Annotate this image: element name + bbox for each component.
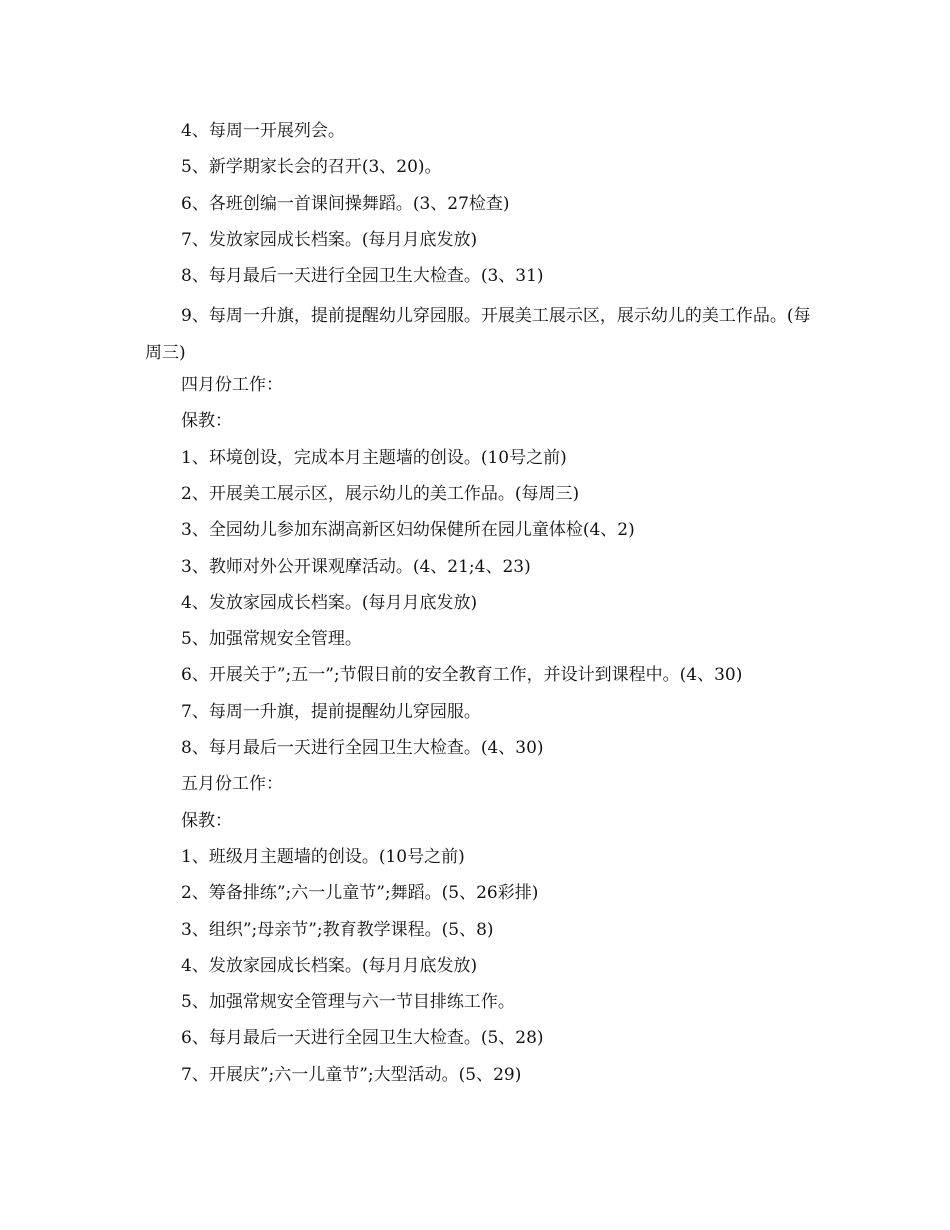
wrapped-paragraph: 9、每周一升旗，提前提醒幼儿穿园服。开展美工展示区，展示幼儿的美工作品。(每周三): [145, 306, 811, 363]
text-line: 5、加强常规安全管理。: [181, 629, 362, 650]
document-body: [145, 117, 815, 1097]
text-line: 3、组织”;母亲节”;教育教学课程。(5、8): [181, 919, 494, 940]
text-line: 1、环境创设，完成本月主题墙的创设。(10号之前): [181, 447, 567, 468]
section-heading: 五月份工作：: [181, 774, 283, 795]
text-line: 3、全园幼儿参加东湖高新区妇幼保健所在园儿童体检(4、2): [181, 520, 635, 541]
text-line: 8、每月最后一天进行全园卫生大检查。(3、31): [181, 266, 544, 287]
section-heading: 四月份工作：: [181, 375, 283, 396]
text-line: 7、发放家园成长档案。(每月月底发放): [181, 229, 478, 250]
text-line: 8、每月最后一天进行全园卫生大检查。(4、30): [181, 738, 544, 759]
text-line: 2、筹备排练”;六一儿童节”;舞蹈。(5、26彩排): [181, 883, 539, 904]
subsection-heading: 保教：: [181, 810, 232, 831]
text-line: 6、每月最后一天进行全园卫生大检查。(5、28): [181, 1028, 544, 1049]
text-line: 4、每周一开展列会。: [181, 121, 345, 141]
text-line: 6、各班创编一首课间操舞蹈。(3、27检查): [181, 193, 510, 214]
text-line: 5、新学期家长会的召开(3、20)。: [181, 157, 442, 178]
text-line: 5、加强常规安全管理与六一节目排练工作。: [181, 992, 515, 1013]
text-line: 4、发放家园成长档案。(每月月底发放): [181, 592, 478, 613]
text-line: 1、班级月主题墙的创设。(10号之前): [181, 846, 465, 867]
text-line: 6、开展关于”;五一”;节假日前的安全教育工作，并设计到课程中。(4、30): [181, 665, 743, 686]
subsection-heading: 保教：: [181, 411, 232, 432]
text-line: 3、教师对外公开课观摩活动。(4、21;4、23): [181, 556, 531, 577]
text-line: 2、开展美工展示区，展示幼儿的美工作品。(每周三): [181, 483, 580, 504]
text-line: 7、每周一升旗，提前提醒幼儿穿园服。: [181, 701, 481, 722]
text-line: 7、开展庆”;六一儿童节”;大型活动。(5、29): [181, 1064, 522, 1085]
text-line: 4、发放家园成长档案。(每月月底发放): [181, 955, 478, 976]
